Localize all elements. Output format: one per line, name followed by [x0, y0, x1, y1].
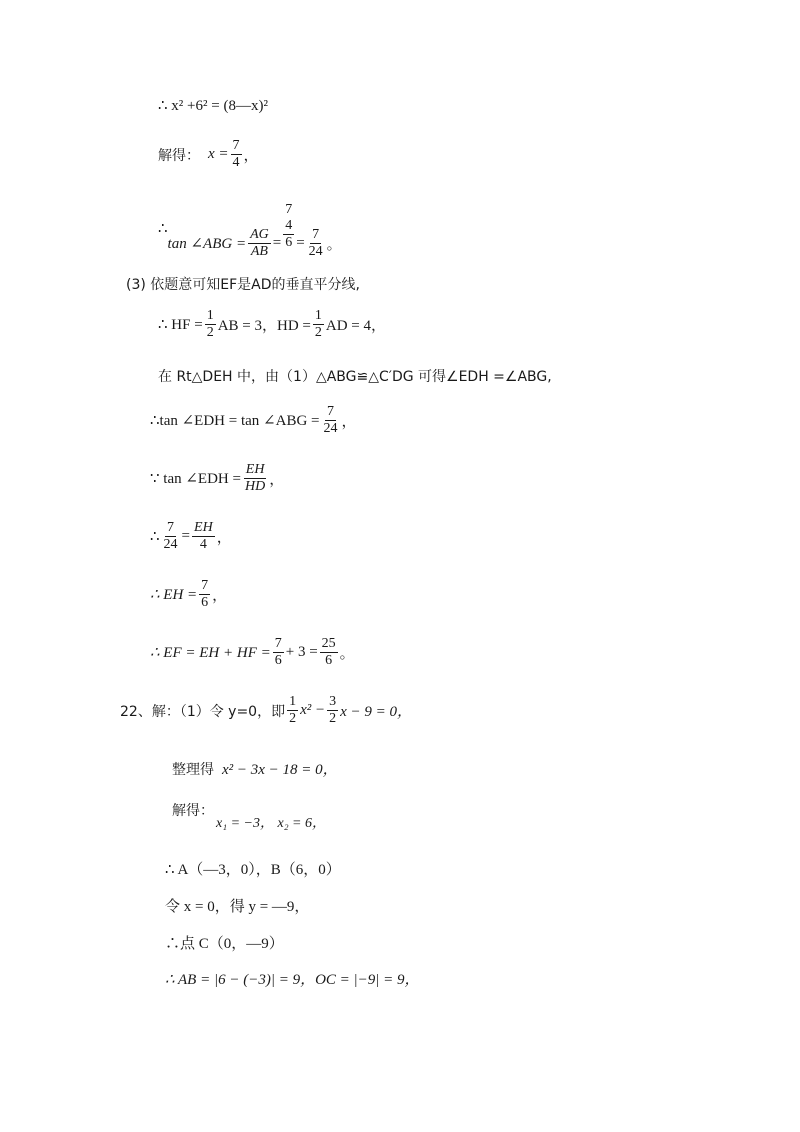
equation-text: x² − 3x − 18 = 0， — [222, 762, 338, 778]
equation-text: ∵ tan ∠EDH = — [150, 471, 241, 488]
label-solve: 解得： — [158, 147, 200, 164]
compound-fraction — [283, 202, 294, 251]
fraction — [199, 578, 210, 611]
fraction-top: 7 — [285, 201, 293, 217]
equation-lhs: tan ∠ABG = — [167, 236, 247, 253]
line-12 — [120, 694, 412, 727]
fraction-denominator: 4 — [199, 537, 207, 553]
equation-text: ∴tan ∠EDH = tan ∠ABG = — [150, 413, 320, 430]
punctuation: ， — [341, 414, 357, 431]
equation-text: ∴ AB = |6 − (−3)| = 9，OC = |−9| = 9， — [165, 972, 420, 988]
line-7 — [150, 404, 357, 437]
equation-text: AB = 3，HD = — [217, 318, 311, 335]
fraction-denominator: 6 — [274, 653, 282, 669]
equation-text: ∴ EF = EH + HF = — [150, 645, 271, 662]
fraction — [307, 227, 325, 260]
fraction-denominator: AB — [250, 244, 268, 260]
fraction — [192, 520, 215, 553]
fraction-denominator: 24 — [323, 421, 338, 437]
equation-text: ∴ x² +6² = (8—x)² — [158, 98, 268, 114]
line-6 — [158, 366, 552, 386]
therefore-symbol: ∴ — [158, 221, 168, 237]
punctuation: ， — [269, 472, 285, 489]
fraction-numerator: 7 — [199, 578, 210, 595]
fraction-denominator: 2 — [329, 711, 337, 727]
equation-text: + 3 = — [285, 644, 318, 661]
fraction-numerator: 3 — [327, 694, 338, 711]
fraction-numerator: EH — [244, 462, 267, 479]
fraction-denominator: 4 — [232, 155, 240, 171]
therefore-symbol: ∴ — [150, 529, 160, 546]
problem-heading: 22、解：（1）令 y=0，即 — [120, 703, 286, 720]
fraction-denominator: HD — [244, 479, 266, 495]
fraction — [205, 308, 216, 341]
label-solve: 解得： — [172, 803, 214, 819]
fraction — [243, 462, 267, 495]
punctuation: 。 — [326, 237, 342, 254]
fraction-denominator: 24 — [163, 537, 178, 553]
fraction — [273, 636, 284, 669]
statement-text: 令 x = 0，得 y = —9， — [165, 899, 310, 915]
equals-sign: = — [272, 235, 282, 252]
line-9 — [150, 520, 232, 553]
equation-text: ∴ HF = — [158, 317, 203, 334]
fraction-numerator: 1 — [313, 308, 324, 325]
line-3 — [158, 193, 342, 260]
punctuation: 。 — [339, 646, 355, 663]
label-simplify: 整理得 — [172, 761, 214, 778]
line-18 — [165, 968, 420, 989]
line-11 — [150, 636, 355, 669]
punctuation: ， — [216, 530, 232, 547]
equation-text: x² − — [300, 702, 326, 719]
punctuation: ， — [212, 588, 228, 605]
line-13 — [172, 758, 338, 779]
fraction-denominator: 2 — [206, 325, 214, 341]
fraction-numerator: AG — [248, 227, 271, 244]
fraction-numerator: 1 — [287, 694, 298, 711]
fraction-numerator: 4 — [283, 218, 294, 235]
equation-text: x₁ = −3， x₂ = 6， — [216, 816, 327, 831]
line-16 — [165, 895, 309, 916]
fraction-denominator: 6 — [285, 235, 293, 251]
line-2 — [158, 138, 259, 171]
equals-sign: = — [181, 528, 191, 545]
line-15 — [165, 858, 341, 879]
equation-text: ∴ EH = — [150, 587, 198, 604]
fraction-numerator: 7 — [325, 404, 336, 421]
fraction-denominator: 24 — [308, 244, 323, 260]
punctuation: ， — [243, 148, 259, 165]
line-10 — [150, 578, 227, 611]
statement-text: ∴ A（—3，0），B（6，0） — [165, 862, 341, 878]
statement-text: ∴点 C（0，—9） — [165, 936, 284, 952]
fraction-numerator: 7 — [165, 520, 176, 537]
line-14 — [172, 800, 326, 832]
fraction-denominator: 2 — [289, 711, 297, 727]
fraction — [313, 308, 324, 341]
fraction-numerator: 1 — [205, 308, 216, 325]
fraction-denominator: 6 — [201, 595, 209, 611]
fraction — [322, 404, 340, 437]
statement-text: 在 Rt△DEH 中，由（1）△ABG≌△C′DG 可得∠EDH =∠ABG, — [158, 369, 552, 385]
fraction — [231, 138, 242, 171]
line-1 — [158, 96, 268, 115]
line-8 — [150, 462, 284, 495]
fraction-numerator: 7 — [273, 636, 284, 653]
equation-text: x − 9 = 0， — [340, 704, 413, 721]
fraction — [248, 227, 271, 260]
fraction — [320, 636, 338, 669]
fraction-numerator: 7 — [231, 138, 242, 155]
fraction — [287, 694, 298, 727]
line-17 — [165, 932, 284, 953]
line-5 — [158, 308, 386, 341]
fraction — [327, 694, 338, 727]
equals-sign: = — [296, 235, 305, 252]
equation-text: AD = 4， — [325, 318, 386, 335]
fraction — [162, 520, 180, 553]
fraction-numerator: EH — [192, 520, 215, 537]
fraction-denominator: 2 — [314, 325, 322, 341]
fraction-numerator: 25 — [320, 636, 338, 653]
fraction-denominator: 6 — [325, 653, 333, 669]
fraction-numerator: 7 — [310, 227, 321, 244]
equation-lhs: x = — [208, 146, 229, 163]
line-4 — [126, 274, 360, 294]
section-heading: (3) 依题意可知EF是AD的垂直平分线, — [126, 277, 360, 293]
